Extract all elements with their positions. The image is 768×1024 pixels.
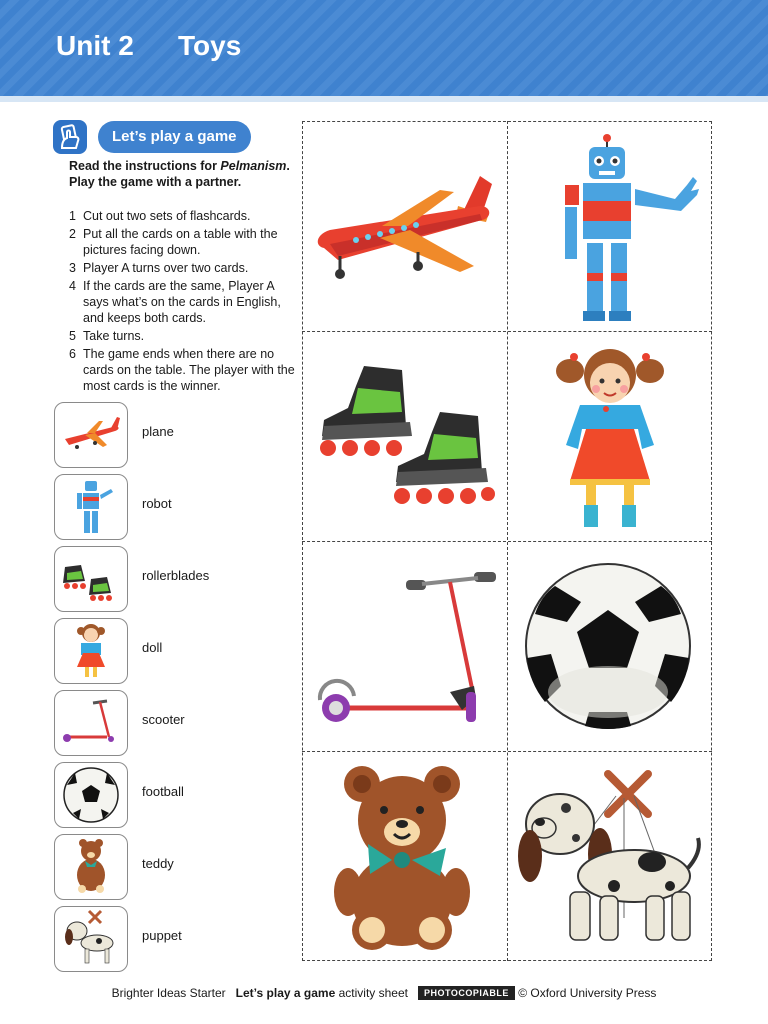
page-footer	[0, 986, 768, 1000]
step-3: 3 Player A turns over two cards.	[69, 261, 249, 275]
game-name: Pelmanism	[220, 159, 287, 173]
doll-thumbnail	[54, 618, 128, 684]
football-flashcard	[515, 562, 701, 735]
vocab-label: plane	[142, 424, 174, 439]
rollerblades-thumbnail	[54, 546, 128, 612]
series-name: Brighter Ideas Starter	[111, 986, 226, 1000]
step-6: 6 The game ends when there are no cards on the table. The player with the most cards is the winner.	[69, 347, 295, 393]
step-2: 2 Put all the cards on a table with the pictures facing down.	[69, 227, 278, 257]
hand-cards-icon	[53, 120, 87, 154]
step-1: 1 Cut out two sets of flashcards.	[69, 209, 251, 223]
vocab-label: puppet	[142, 928, 182, 943]
sheet-name: Let’s play a game	[235, 986, 336, 1000]
robot-thumbnail	[54, 474, 128, 540]
vocab-label: rollerblades	[142, 568, 210, 583]
scooter-flashcard	[316, 568, 506, 735]
cut-line-horizontal	[302, 541, 712, 542]
scooter-thumbnail	[54, 690, 128, 756]
step-5: 5 Take turns.	[69, 329, 145, 343]
football-thumbnail	[54, 762, 128, 828]
vocab-label: football	[142, 784, 184, 799]
teddy-flashcard	[328, 764, 478, 957]
vocab-item-football	[54, 762, 284, 828]
header-divider	[0, 96, 768, 102]
instructions-list	[69, 208, 295, 396]
vocab-item-puppet	[54, 906, 284, 972]
puppet-thumbnail	[54, 906, 128, 972]
cut-line-horizontal	[302, 331, 712, 332]
puppet-flashcard	[514, 768, 704, 953]
vocab-label: doll	[142, 640, 163, 655]
unit-title: Toys	[178, 30, 242, 61]
rollerblades-flashcard	[312, 362, 502, 517]
vocab-item-rollerblades	[54, 546, 284, 612]
doll-flashcard	[550, 345, 670, 536]
vocab-item-robot	[54, 474, 284, 540]
plane-flashcard	[310, 160, 500, 295]
vocab-item-scooter	[54, 690, 284, 756]
vocab-label: teddy	[142, 856, 174, 871]
instructions-intro: Read the instructions for Pelmanism. Play the game with a partner.	[69, 159, 290, 189]
unit-number: Unit 2	[56, 30, 134, 61]
robot-flashcard	[555, 133, 705, 330]
photocopiable-badge: PHOTOCOPIABLE	[418, 986, 515, 1000]
sheet-suffix: activity sheet	[338, 986, 408, 1000]
vocab-label: scooter	[142, 712, 185, 727]
vocab-item-plane	[54, 402, 284, 468]
step-4: 4 If the cards are the same, Player A says what’s on the cards in English, and keeps both cards.	[69, 279, 281, 325]
vocab-item-doll	[54, 618, 284, 684]
cut-line-horizontal	[302, 751, 712, 752]
vocab-label: robot	[142, 496, 172, 511]
vocab-item-teddy	[54, 834, 284, 900]
section-title: Let’s play a game	[98, 121, 251, 153]
copyright: © Oxford University Press	[518, 986, 657, 1000]
teddy-thumbnail	[54, 834, 128, 900]
plane-thumbnail	[54, 402, 128, 468]
